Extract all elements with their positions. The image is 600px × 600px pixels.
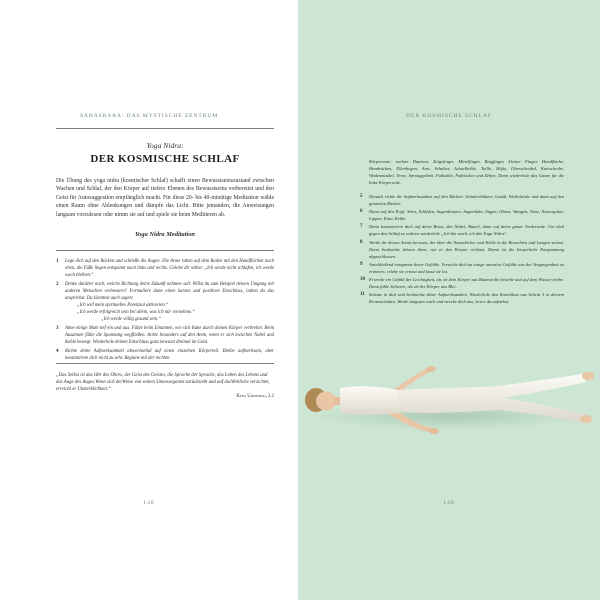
intro-paragraph: Die Übung des yoga nidra (kosmischer Schlaf) schafft einen Bewusstseinszustand zwischen Wachen und Schlaf, der den Körper auf tiefere Ebenen des Bewusstseins vorbereitet und den Geist für Autosuggestion empfänglich macht. Für diese 20- bis 40-minütige Meditation wähle einen Raum ohne Ablenkungen und dämpfe das Licht. Bitte jemanden, die Anweisungen langsam vorzulesen oder nimm sie auf und spiele sie beim Meditieren ab.: [56, 178, 274, 218]
affirmation-quote: „Ich werde erfolgreich sein bei allem, was ich mir vornehme.“: [77, 310, 195, 316]
step-item: [360, 276, 564, 290]
epigraph-rule: [56, 363, 274, 364]
step-item: [360, 261, 564, 275]
foot-upper: [582, 372, 594, 380]
hand-lower: [429, 428, 439, 434]
step-item: [56, 258, 274, 279]
epigraph-source: Kena Upanishad, 2.2: [236, 394, 274, 400]
affirmation-quote: „Ich will mein spirituelles Potenzial aktivieren.“: [77, 303, 169, 309]
step-number: 2: [56, 280, 59, 287]
step-text: Denke darüber nach, welche Richtung deine Zukunft nehmen soll. Willst du zum Beispiel deinen Umgang mit anderen Menschen verbessern? Formuliere dann einen kurzen und positiven Entschluss, indem du das ansprichst. Du könntest auch sagen:: [65, 281, 274, 301]
step-text: Werde dir deines Atems bewusst, der über die Nasenlöcher und Kehle in die Bronchien und Lungen strömt. Dann beobachte deinen Atem, wie er den Körper verlässt. Damit ist die körperliche Entspannung abgeschlossen.: [369, 239, 564, 259]
step-number: 6: [360, 209, 363, 215]
reclining-woman-photo: [298, 352, 600, 444]
step-item: [360, 193, 564, 207]
epigraph-text: „Das Selbst ist das Ohr des Ohres, der Geist des Geistes, die Sprache der Sprache, das Leben des Lebens und das Auge des Auges.Wenn sich derWeise von seinen Sinnesorganen zurückzieht und auf dasWeltliche verzichtet, erreicht er Unsterblichkeit.“: [56, 373, 270, 393]
chapter-title: DER KOSMISCHE SCHLAF: [90, 153, 240, 165]
top-rule: [56, 128, 274, 129]
top-garment: [340, 386, 402, 415]
step-item: [56, 348, 274, 362]
chapter-subtitle: Yoga Nidra:: [146, 141, 184, 150]
step-text: Dann auf den Kopf: Stirn, Schläfen, Augenbrauen, Augenlider, Augen, Ohren, Wangen, Nase, Nasenspitze, Lippen, Kinn, Kehle.: [369, 209, 564, 222]
step-item: [56, 325, 274, 346]
step-item: [360, 239, 564, 260]
step-text: Schaue in dich und beobachte deine Aufmerksamkeit. Wiederhole den Entschluss aus Schritt 3 in deinem Kronenchakra. Werde langsam wach und strecke dich aus, bevor du aufstehst.: [369, 292, 564, 305]
step-number: 11: [360, 292, 365, 298]
step-text: Dann konzentriere dich auf deine Brust, den Nabel, Bauch, dann auf deine ganze Vorderseite. Um dich gegen den Schlaf zu wehren wiederhole „Ich bin wach, ich übe Yoga Nidra“.: [369, 224, 564, 237]
step-number: 5: [360, 194, 363, 199]
step-text: Anschließend entspanne deine Gefühle. Versuche dich an einige intensive Gefühle aus der Vergangenheit zu erinnern, erlebe sie erneut und lasse sie los.: [369, 261, 564, 274]
epigraph: [56, 372, 274, 400]
step-number: 4: [56, 347, 59, 354]
steps-list-left: [56, 258, 274, 362]
hand-upper: [426, 366, 436, 372]
steps-list-right: [360, 193, 564, 305]
step-text-block: [65, 281, 274, 324]
step-text: Lege dich auf den Rücken und schließe die Augen. Die Arme ruhen auf dem Boden mit den Handflächen nach oben, die Füße liegen entspannt nach links und rechts. Gelobe dir selbst: „Ich werde nicht schlafen, ich werde wach bleiben.“: [65, 259, 274, 279]
right-page-content: [360, 158, 564, 306]
step-text: Erwecke ein Gefühl der Leichtigkeit, als ob dein Körper aus Baumwolle bestehe und auf dem Wasser treibe. Dann fühle Schwere, als ob der Körper aus Blei.: [369, 276, 564, 289]
meditation-rule: [56, 250, 274, 251]
running-head-right: DER KOSMISCHE SCHLAF: [406, 113, 492, 119]
step-number: 10: [360, 276, 365, 282]
page-number-right: 149: [443, 500, 455, 506]
step-item: [56, 281, 274, 324]
left-page-content: [56, 128, 274, 400]
step-number: 9: [360, 261, 363, 267]
step-number: 8: [360, 239, 363, 245]
left-page: [0, 0, 298, 600]
step-number: 3: [56, 324, 59, 331]
step-item: [360, 223, 564, 237]
step-text: Atme einige Male tief ein und aus. Fühle beim Einatmen, wie sich Ruhe durch deinen Körper verbreitet. Beim Ausatmen fühle die Spannung wegfließen. Achte besonders auf den Atem, wenn er sich zwischen Nabel und Kehle bewegt. Wiederhole deinen Entschluss ganz bewusst dreimal im Geist.: [65, 325, 274, 346]
page-number-left: 148: [143, 500, 155, 506]
right-page: [298, 0, 600, 600]
running-head-left: SAHASRARA: DAS MYSTISCHE ZENTRUM: [79, 113, 219, 119]
continuation-text: Körperseite: rechter Daumen, Zeigefinger, Mittelfinger, Ringfinger, kleiner Finger, Handfläche, Handrücken, Ellenbogen, Arm, Schulter, Achselhöhle, Taille, Hüfte, Oberschenkel, Kniescheibe, Wadenmuskel, Verse, Sprunggelenk, Fußsohle, Fußrücken und Zehen. Dann wiederhole das Ganze für die linke Körperseite.: [369, 159, 564, 185]
step-text: Richte deine Aufmerksamkeit abwechselnd auf einen einzelnen Körperteil. Bleibe aufmerksam, aber konzentriere dich nicht zu sehr. Beginne mit der rechten: [65, 348, 274, 361]
step-item: [360, 208, 564, 222]
meditation-title: Yoga Nidra Meditation: [134, 231, 195, 239]
step-number: 7: [360, 224, 363, 230]
affirmation-quote: „Ich werde völlig gesund sein.“: [101, 317, 161, 323]
step-text: Danach richte die Aufmerksamkeit auf den Rücken: Schulterblätter, Gesäß, Wirbelsäule und dann auf den gesamten Rücken.: [369, 194, 564, 206]
step-item: [360, 291, 564, 305]
head: [316, 392, 336, 411]
foot-lower: [580, 415, 592, 423]
step-number: 1: [56, 258, 59, 265]
